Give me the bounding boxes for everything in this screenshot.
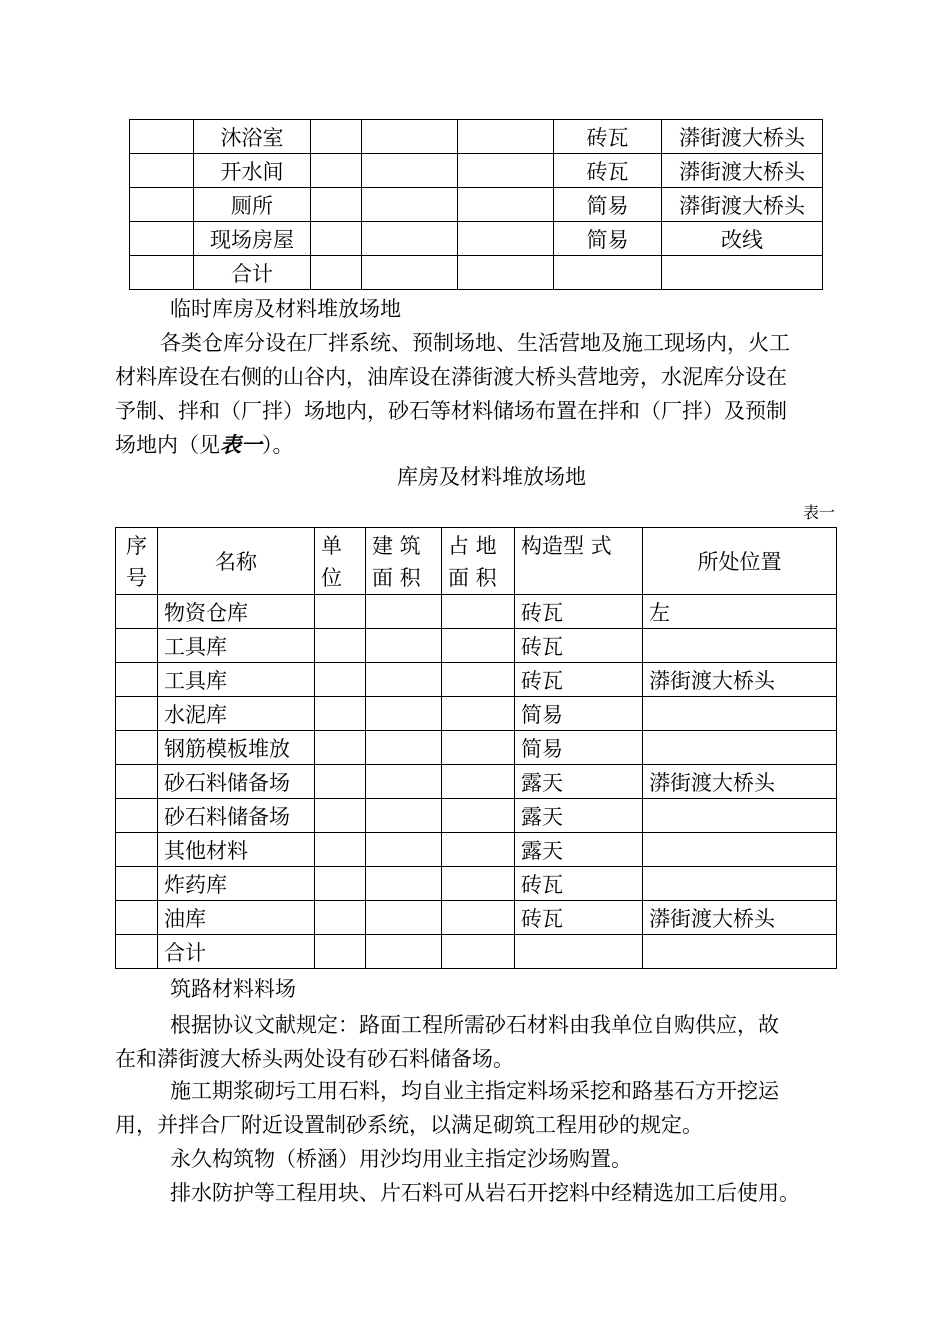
cell-location xyxy=(643,731,837,765)
cell-name: 工具库 xyxy=(158,629,315,663)
section1-para-last xyxy=(115,428,294,462)
top-cell-empty xyxy=(311,120,362,154)
cell-seq xyxy=(116,731,158,765)
top-cell-location: 漭街渡大桥头 xyxy=(662,188,823,222)
cell-location xyxy=(643,799,837,833)
table-row xyxy=(116,765,837,799)
section2-p1: 在和漭街渡大桥头两处设有砂石料储备场。 xyxy=(115,1047,514,1071)
cell-unit xyxy=(315,867,366,901)
cell-location: 漭街渡大桥头 xyxy=(643,663,837,697)
top-cell-empty xyxy=(458,222,554,256)
top-cell-type: 简易 xyxy=(554,222,662,256)
cell-land-area xyxy=(442,629,515,663)
cell-seq xyxy=(116,629,158,663)
header-build-area: 建 筑 面 积 xyxy=(366,528,442,595)
cell-land-area xyxy=(442,697,515,731)
top-cell-empty xyxy=(130,222,194,256)
cell-unit xyxy=(315,697,366,731)
cell-name: 其他材料 xyxy=(158,833,315,867)
section2-p3: 永久构筑物（桥涵）用沙均用业主指定沙场购置。 xyxy=(170,1147,632,1171)
table-row xyxy=(116,697,837,731)
header-location: 所处位置 xyxy=(643,528,837,595)
cell-build-area xyxy=(366,901,442,935)
top-cell-location xyxy=(662,256,823,290)
top-cell-name: 厕所 xyxy=(194,188,311,222)
top-cell-type: 简易 xyxy=(554,188,662,222)
cell-type: 砖瓦 xyxy=(515,867,643,901)
cell-land-area xyxy=(442,833,515,867)
table-header-row xyxy=(116,528,837,595)
header-seq: 序 号 xyxy=(116,528,158,595)
cell-build-area xyxy=(366,731,442,765)
top-table-row xyxy=(130,256,823,290)
cell-unit xyxy=(315,935,366,969)
cell-type: 露天 xyxy=(515,833,643,867)
cell-location xyxy=(643,935,837,969)
cell-seq xyxy=(116,697,158,731)
cell-build-area xyxy=(366,833,442,867)
cell-seq xyxy=(116,935,158,969)
cell-build-area xyxy=(366,867,442,901)
top-cell-empty xyxy=(458,154,554,188)
cell-location: 漭街渡大桥头 xyxy=(643,765,837,799)
cell-build-area xyxy=(366,595,442,629)
table-row xyxy=(116,663,837,697)
top-cell-empty xyxy=(362,154,458,188)
cell-unit xyxy=(315,663,366,697)
cell-unit xyxy=(315,765,366,799)
cell-location xyxy=(643,833,837,867)
cell-type: 露天 xyxy=(515,799,643,833)
cell-name: 水泥库 xyxy=(158,697,315,731)
top-cell-empty xyxy=(311,188,362,222)
top-cell-empty xyxy=(458,188,554,222)
top-cell-empty xyxy=(130,154,194,188)
cell-land-area xyxy=(442,595,515,629)
table-row xyxy=(116,867,837,901)
cell-build-area xyxy=(366,799,442,833)
cell-name: 砂石料储备场 xyxy=(158,765,315,799)
cell-name: 炸药库 xyxy=(158,867,315,901)
cell-unit xyxy=(315,595,366,629)
cell-seq xyxy=(116,595,158,629)
cell-location: 漭街渡大桥头 xyxy=(643,901,837,935)
section2-p2: 施工期浆砌圬工用石料，均自业主指定料场采挖和路基石方开挖运 xyxy=(170,1079,779,1103)
cell-land-area xyxy=(442,663,515,697)
header-unit: 单 位 xyxy=(315,528,366,595)
table-row xyxy=(116,731,837,765)
top-cell-empty xyxy=(458,120,554,154)
cell-type: 露天 xyxy=(515,765,643,799)
table1-label: 表一 xyxy=(803,503,836,522)
cell-land-area xyxy=(442,799,515,833)
top-cell-empty xyxy=(362,120,458,154)
section1-para-line: 各类仓库分设在厂拌系统、预制场地、生活营地及施工现场内，火工 xyxy=(160,331,790,355)
cell-location xyxy=(643,697,837,731)
section2-heading: 筑路材料料场 xyxy=(170,977,296,1001)
cell-type: 砖瓦 xyxy=(515,901,643,935)
top-table-row xyxy=(130,120,823,154)
cell-name: 物资仓库 xyxy=(158,595,315,629)
top-cell-location: 漭街渡大桥头 xyxy=(662,120,823,154)
table-reference: 表一 xyxy=(220,432,262,457)
cell-location xyxy=(643,867,837,901)
cell-name: 砂石料储备场 xyxy=(158,799,315,833)
top-cell-empty xyxy=(311,154,362,188)
top-cell-location: 改线 xyxy=(662,222,823,256)
section2-p2: 用，并拌合厂附近设置制砂系统，以满足砌筑工程用砂的规定。 xyxy=(115,1113,703,1137)
top-cell-name: 沐浴室 xyxy=(194,120,311,154)
top-cell-type xyxy=(554,256,662,290)
section1-para-last-prefix: 场地内（见 xyxy=(115,433,220,457)
cell-type: 简易 xyxy=(515,731,643,765)
top-cell-empty xyxy=(362,256,458,290)
section2-p1: 根据协议文献规定：路面工程所需砂石材料由我单位自购供应，故 xyxy=(170,1013,779,1037)
top-cell-name: 现场房屋 xyxy=(194,222,311,256)
cell-name: 油库 xyxy=(158,901,315,935)
cell-build-area xyxy=(366,663,442,697)
cell-seq xyxy=(116,663,158,697)
table-row xyxy=(116,629,837,663)
top-cell-empty xyxy=(458,256,554,290)
table-row xyxy=(116,595,837,629)
table-row xyxy=(116,935,837,969)
cell-location: 左 xyxy=(643,595,837,629)
storage-table xyxy=(115,527,837,969)
top-cell-location: 漭街渡大桥头 xyxy=(662,154,823,188)
top-cell-type: 砖瓦 xyxy=(554,154,662,188)
cell-unit xyxy=(315,833,366,867)
cell-location xyxy=(643,629,837,663)
header-type: 构造型 式 xyxy=(515,528,643,595)
cell-seq xyxy=(116,833,158,867)
cell-name: 工具库 xyxy=(158,663,315,697)
header-name: 名称 xyxy=(158,528,315,595)
table1-caption: 库房及材料堆放场地 xyxy=(397,465,586,489)
cell-type: 砖瓦 xyxy=(515,595,643,629)
top-cell-empty xyxy=(311,256,362,290)
section1-para-last-suffix: ）。 xyxy=(262,433,294,457)
cell-land-area xyxy=(442,765,515,799)
top-cell-empty xyxy=(362,222,458,256)
header-land-area: 占 地 面 积 xyxy=(442,528,515,595)
cell-build-area xyxy=(366,935,442,969)
cell-unit xyxy=(315,731,366,765)
top-cell-empty xyxy=(311,222,362,256)
top-table-row xyxy=(130,222,823,256)
top-cell-name: 合计 xyxy=(194,256,311,290)
cell-seq xyxy=(116,765,158,799)
cell-land-area xyxy=(442,731,515,765)
cell-seq xyxy=(116,799,158,833)
table-row xyxy=(116,833,837,867)
section1-para-line: 予制、拌和（厂拌）场地内，砂石等材料储场布置在拌和（厂拌）及预制 xyxy=(115,399,787,423)
cell-type xyxy=(515,935,643,969)
cell-build-area xyxy=(366,629,442,663)
top-cell-type: 砖瓦 xyxy=(554,120,662,154)
cell-type: 砖瓦 xyxy=(515,629,643,663)
section2-p4: 排水防护等工程用块、片石料可从岩石开挖料中经精选加工后使用。 xyxy=(170,1181,800,1205)
top-table xyxy=(129,119,823,290)
cell-seq xyxy=(116,901,158,935)
cell-build-area xyxy=(366,697,442,731)
cell-unit xyxy=(315,901,366,935)
cell-unit xyxy=(315,629,366,663)
top-table-row xyxy=(130,188,823,222)
cell-land-area xyxy=(442,867,515,901)
section1-para-line: 材料库设在右侧的山谷内，油库设在漭街渡大桥头营地旁，水泥库分设在 xyxy=(115,365,787,389)
top-cell-empty xyxy=(130,120,194,154)
table-row xyxy=(116,901,837,935)
section1-heading: 临时库房及材料堆放场地 xyxy=(170,297,401,321)
cell-type: 简易 xyxy=(515,697,643,731)
top-cell-empty xyxy=(130,188,194,222)
top-table-row xyxy=(130,154,823,188)
cell-type: 砖瓦 xyxy=(515,663,643,697)
cell-name: 钢筋模板堆放 xyxy=(158,731,315,765)
top-cell-empty xyxy=(130,256,194,290)
cell-build-area xyxy=(366,765,442,799)
top-cell-empty xyxy=(362,188,458,222)
cell-land-area xyxy=(442,901,515,935)
cell-seq xyxy=(116,867,158,901)
table-row xyxy=(116,799,837,833)
cell-unit xyxy=(315,799,366,833)
cell-name: 合计 xyxy=(158,935,315,969)
top-cell-name: 开水间 xyxy=(194,154,311,188)
cell-land-area xyxy=(442,935,515,969)
